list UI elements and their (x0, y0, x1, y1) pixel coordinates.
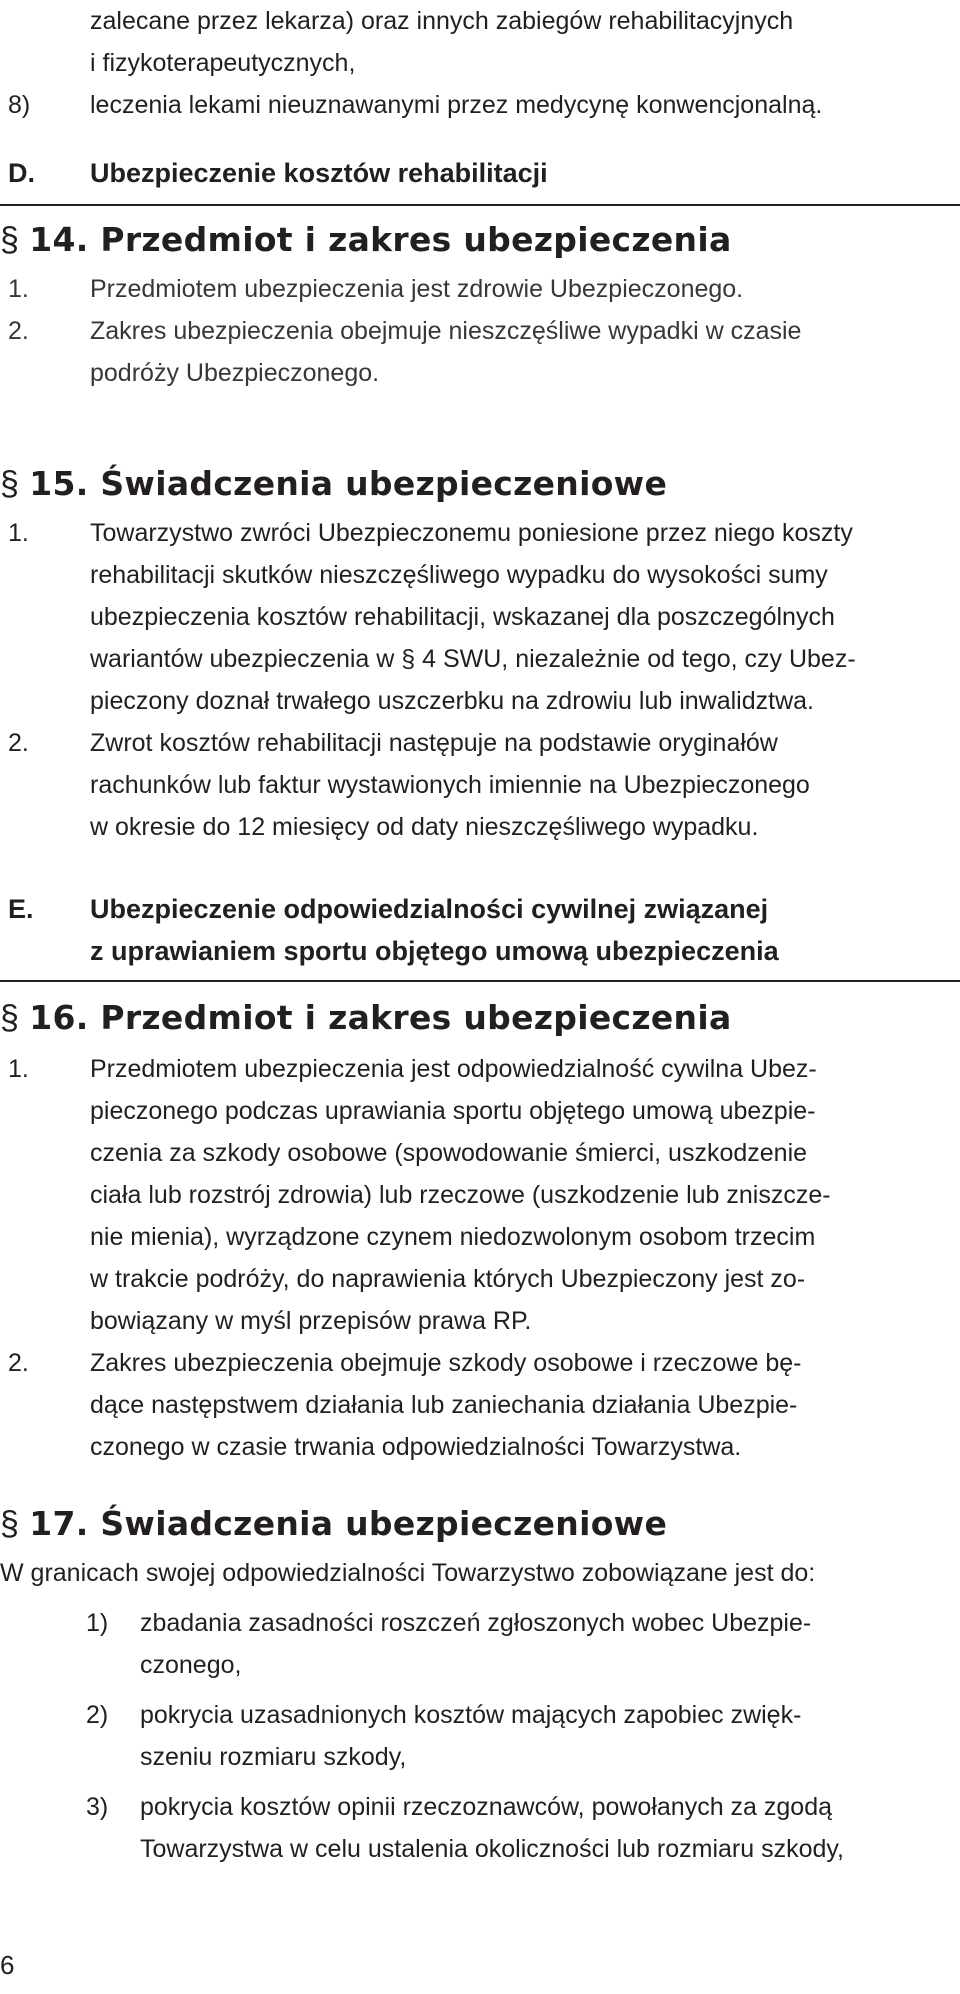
list-number: 1. (8, 1055, 29, 1083)
text-line: podróży Ubezpieczonego. (90, 359, 380, 387)
text-line: pieczony doznał trwałego uszczerbku na zdrowiu lub inwalidztwa. (90, 687, 814, 715)
text-line: czonego w czasie trwania odpowiedzialności Towarzystwa. (90, 1433, 742, 1461)
list-number: 1. (8, 275, 29, 303)
text-line: Zakres ubezpieczenia obejmuje nieszczęśliwe wypadki w czasie (90, 317, 802, 345)
section-title-line: z uprawianiem sportu objętego umową ubezpieczenia (90, 936, 779, 966)
section-title-line: Ubezpieczenie odpowiedzialności cywilnej związanej (90, 894, 769, 924)
list-number: 2. (8, 729, 29, 757)
paragraph-14-heading (0, 218, 732, 262)
text-line: dące następstwem działania lub zaniechania działania Ubezpie- (90, 1391, 798, 1419)
list-text: Przedmiotem ubezpieczenia jest zdrowie Ubezpieczonego. (90, 275, 744, 303)
text-line: Towarzystwo zwróci Ubezpieczonemu poniesione przez niego koszty (90, 519, 853, 547)
paragraph-title: 14. Przedmiot i zakres ubezpieczenia (29, 220, 732, 259)
page-number: 6 (0, 1950, 15, 1980)
text-line: pokrycia kosztów opinii rzeczoznawców, powołanych za zgodą (140, 1793, 833, 1821)
text-line: rehabilitacji skutków nieszczęśliwego wypadku do wysokości sumy (90, 561, 828, 589)
list-text: leczenia lekami nieuznawanymi przez medycynę konwencjonalną. (90, 91, 823, 119)
text-line: rachunków lub faktur wystawionych imiennie na Ubezpieczonego (90, 771, 810, 799)
paragraph-symbol: § (0, 221, 20, 259)
text-line: ciała lub rozstrój zdrowia) lub rzeczowe (uszkodzenie lub zniszcze- (90, 1181, 831, 1209)
text-line: pieczonego podczas uprawiania sportu objętego umową ubezpie- (90, 1097, 816, 1125)
text-line: zalecane przez lekarza) oraz innych zabiegów rehabilitacyjnych (90, 7, 794, 35)
list-number: 3) (86, 1793, 109, 1821)
text-line: szeniu rozmiaru szkody, (140, 1743, 407, 1771)
paragraph-title: 16. Przedmiot i zakres ubezpieczenia (29, 998, 732, 1037)
text-line: pokrycia uzasadnionych kosztów mających zapobiec zwięk- (140, 1701, 802, 1729)
text-line: i fizykoterapeutycznych, (90, 49, 356, 77)
text-line: Przedmiotem ubezpieczenia jest odpowiedzialność cywilna Ubez- (90, 1055, 817, 1083)
paragraph-17-heading (0, 1502, 667, 1546)
list-number: 1) (86, 1609, 109, 1637)
paragraph-symbol: § (0, 1505, 20, 1543)
text-line: Zwrot kosztów rehabilitacji następuje na podstawie oryginałów (90, 729, 778, 757)
paragraph-symbol: § (0, 999, 20, 1037)
paragraph-title: 15. Świadczenia ubezpieczeniowe (29, 464, 668, 503)
text-line: Zakres ubezpieczenia obejmuje szkody osobowe i rzeczowe bę- (90, 1349, 802, 1377)
paragraph-symbol: § (0, 465, 20, 503)
section-letter: E. (8, 894, 34, 924)
text-line: Towarzystwa w celu ustalenia okoliczności lub rozmiaru szkody, (140, 1835, 844, 1863)
text-line: nie mienia), wyrządzone czynem niedozwolonym osobom trzecim (90, 1223, 816, 1251)
par17-intro: W granicach swojej odpowiedzialności Towarzystwo zobowiązane jest do: (0, 1559, 816, 1587)
list-number: 2. (8, 317, 29, 345)
paragraph-title: 17. Świadczenia ubezpieczeniowe (29, 1504, 668, 1543)
section-divider (0, 204, 960, 206)
list-number: 1. (8, 519, 29, 547)
text-line: ubezpieczenia kosztów rehabilitacji, wskazanej dla poszczególnych (90, 603, 835, 631)
text-line: bowiązany w myśl przepisów prawa RP. (90, 1307, 532, 1335)
paragraph-15-heading (0, 462, 667, 506)
text-line: wariantów ubezpieczenia w § 4 SWU, niezależnie od tego, czy Ubez- (90, 645, 856, 673)
section-divider (0, 980, 960, 982)
text-line: w trakcie podróży, do naprawienia których Ubezpieczony jest zo- (90, 1265, 806, 1293)
list-number: 2) (86, 1701, 109, 1729)
section-letter: D. (8, 158, 35, 188)
text-line: zbadania zasadności roszczeń zgłoszonych wobec Ubezpie- (140, 1609, 812, 1637)
text-line: czonego, (140, 1651, 242, 1679)
section-title: Ubezpieczenie kosztów rehabilitacji (90, 158, 548, 188)
text-line: czenia za szkody osobowe (spowodowanie śmierci, uszkodzenie (90, 1139, 808, 1167)
list-number: 2. (8, 1349, 29, 1377)
paragraph-16-heading (0, 996, 732, 1040)
list-number: 8) (8, 91, 31, 119)
text-line: w okresie do 12 miesięcy od daty nieszczęśliwego wypadku. (90, 813, 759, 841)
